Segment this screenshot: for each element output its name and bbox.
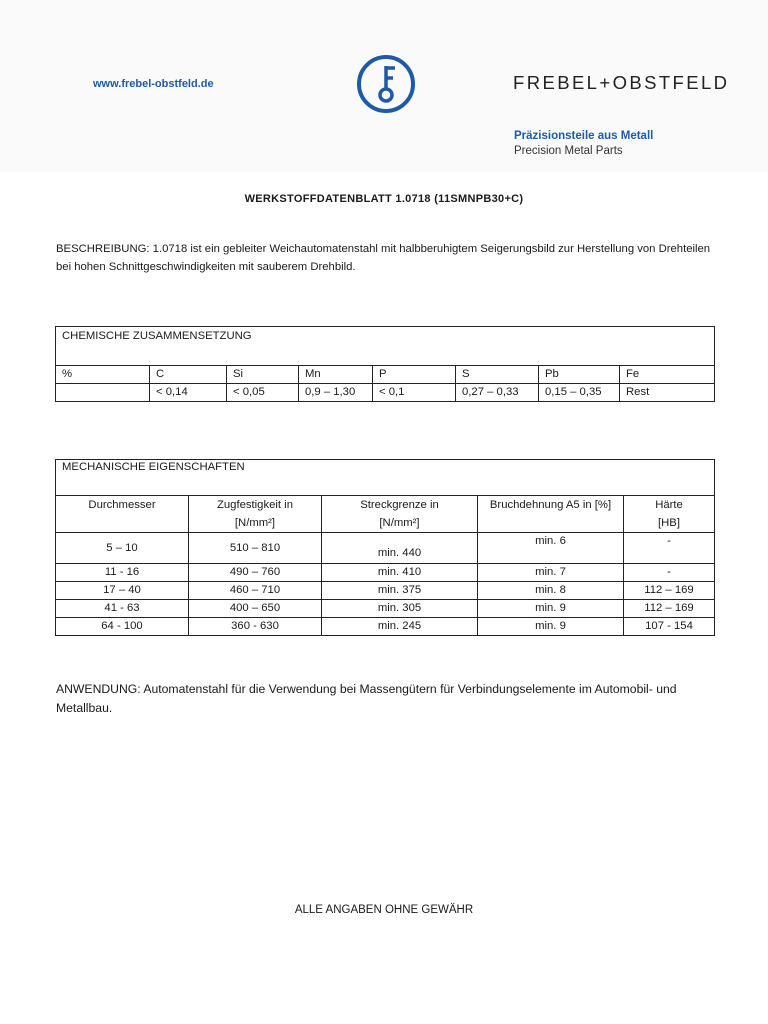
fo-key-logo-icon [356, 54, 416, 114]
mech-col-yield-line1: Streckgrenze in [360, 499, 439, 511]
chemical-composition-table [55, 326, 715, 402]
chem-value-fe: Rest [620, 384, 715, 402]
mech-cell-yield: min. 305 [322, 600, 478, 618]
disclaimer: ALLE ANGABEN OHNE GEWÄHR [294, 904, 474, 916]
chem-col-mn: Mn [299, 366, 373, 384]
chem-value-s: 0,27 – 0,33 [456, 384, 539, 402]
table-row [56, 618, 715, 636]
chem-col-pb: Pb [539, 366, 620, 384]
mech-cell-hardness: 112 – 169 [624, 582, 715, 600]
chem-value-pb: 0,15 – 0,35 [539, 384, 620, 402]
table-row [56, 564, 715, 582]
chemical-heading: CHEMISCHE ZUSAMMENSETZUNG [56, 327, 715, 366]
chem-value-si: < 0,05 [227, 384, 299, 402]
mech-cell-hardness: 112 – 169 [624, 600, 715, 618]
mech-cell-tensile: 460 – 710 [189, 582, 322, 600]
table-row [56, 600, 715, 618]
chem-value-mn: 0,9 – 1,30 [299, 384, 373, 402]
mech-cell-diameter: 41 - 63 [56, 600, 189, 618]
mech-cell-diameter: 5 – 10 [56, 533, 189, 564]
mech-col-tensile [189, 496, 322, 533]
mech-col-hardness [624, 496, 715, 533]
mech-cell-elongation: min. 9 [478, 600, 624, 618]
mech-cell-tensile: 360 - 630 [189, 618, 322, 636]
mech-col-yield [322, 496, 478, 533]
tagline-german: Präzisionsteile aus Metall [514, 130, 654, 142]
mech-col-tensile-line1: Zugfestigkeit in [217, 499, 293, 511]
chem-col-c: C [150, 366, 227, 384]
mech-cell-diameter: 64 - 100 [56, 618, 189, 636]
chem-col-p: P [373, 366, 456, 384]
mech-cell-diameter: 17 – 40 [56, 582, 189, 600]
chem-col-percent: % [56, 366, 150, 384]
mech-col-hardness-line2: [HB] [658, 517, 680, 529]
mech-cell-elongation: min. 7 [478, 564, 624, 582]
tagline-english: Precision Metal Parts [514, 145, 623, 157]
description: BESCHREIBUNG: 1.0718 ist ein gebleiter Weichautomatenstahl mit halbberuhigtem Seigerungsbild zur Herstellung von Drehteilen bei hohen Schnittgeschwindigkeiten mit sauberem Drehbild. [56, 243, 711, 273]
document-title: WERKSTOFFDATENBLATT 1.0718 (11SMNPB30+C) [244, 193, 524, 205]
table-row [56, 533, 715, 564]
chem-col-fe: Fe [620, 366, 715, 384]
usage-text: ANWENDUNG: Automatenstahl für die Verwendung bei Massengütern für Verbindungselemente im Automobil- und Metallbau. [56, 682, 677, 715]
mech-cell-elongation: min. 8 [478, 582, 624, 600]
mech-col-elongation-line1: Bruchdehnung A5 in [%] [489, 499, 612, 511]
mech-col-diameter [56, 496, 189, 533]
mech-cell-hardness: - [624, 564, 715, 582]
website-link[interactable]: www.frebel-obstfeld.de [93, 78, 214, 90]
mech-cell-hardness: 107 - 154 [624, 618, 715, 636]
tagline [514, 129, 653, 159]
mech-col-hardness-line1: Härte [655, 499, 683, 511]
mech-cell-elongation: min. 9 [478, 618, 624, 636]
chem-col-si: Si [227, 366, 299, 384]
chem-value-p: < 0,1 [373, 384, 456, 402]
chem-value-percent [56, 384, 150, 402]
mech-col-tensile-line2: [N/mm²] [234, 517, 276, 529]
mech-cell-hardness: - [624, 533, 715, 564]
mech-col-elongation [478, 496, 624, 533]
brand-name: FREBEL+OBSTFELD [513, 72, 730, 93]
mech-cell-elongation: min. 6 [478, 533, 624, 564]
mech-cell-tensile: 510 – 810 [189, 533, 322, 564]
mech-cell-yield: min. 410 [322, 564, 478, 582]
mech-cell-tensile: 490 – 760 [189, 564, 322, 582]
mech-cell-yield: min. 245 [322, 618, 478, 636]
mechanical-heading: MECHANISCHE EIGENSCHAFTEN [56, 460, 715, 496]
chem-col-s: S [456, 366, 539, 384]
mechanical-properties-table [55, 459, 715, 636]
mech-cell-yield: min. 440 [322, 533, 478, 564]
chem-value-c: < 0,14 [150, 384, 227, 402]
mech-cell-diameter: 11 - 16 [56, 564, 189, 582]
mech-cell-tensile: 400 – 650 [189, 600, 322, 618]
table-row [56, 582, 715, 600]
mech-col-yield-line2: [N/mm²] [379, 517, 420, 529]
mech-cell-yield: min. 375 [322, 582, 478, 600]
mech-col-diameter-line1: Durchmesser [88, 499, 156, 511]
